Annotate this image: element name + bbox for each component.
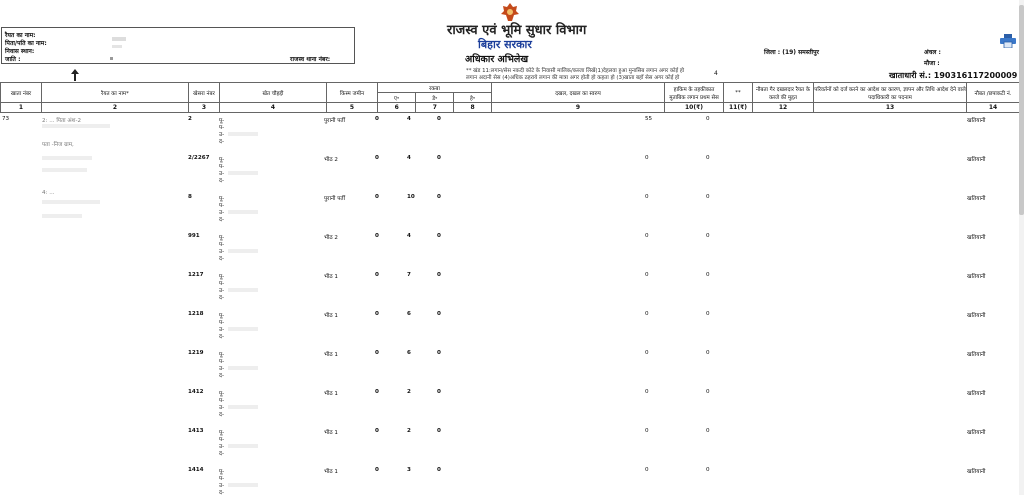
cess-value: 0 bbox=[706, 467, 710, 473]
khesra-number: 2/2267 bbox=[188, 155, 210, 161]
area-hectare: 0 bbox=[437, 233, 441, 239]
cess-value: 0 bbox=[706, 272, 710, 278]
land-type: भीठ 1 bbox=[324, 469, 338, 475]
boundary-direction: द- bbox=[219, 178, 224, 184]
col-star: ** bbox=[724, 83, 753, 103]
khesra-number: 2 bbox=[188, 116, 192, 122]
boundary-direction: प- bbox=[219, 320, 225, 326]
boundary-direction: प- bbox=[219, 203, 225, 209]
boundary-direction: पू- bbox=[219, 196, 225, 202]
note-marker: 4 bbox=[714, 70, 718, 77]
boundary-direction: प- bbox=[219, 242, 225, 248]
boundary-direction: पू- bbox=[219, 235, 225, 241]
land-type: भीठ 1 bbox=[324, 352, 338, 358]
lagan-value: 55 bbox=[645, 116, 653, 122]
col-raiyat: रैयत का नाम* bbox=[42, 83, 189, 103]
father-label: पिता/पति का नाम: bbox=[5, 40, 47, 47]
raiyat-address: पता -निज ग्राम, bbox=[42, 142, 74, 148]
colnum-11: 11(₹) bbox=[724, 103, 753, 113]
chhapakati-status: खतियानी bbox=[967, 469, 986, 475]
boundary-direction: उ- bbox=[219, 405, 225, 411]
colnum-1: 1 bbox=[1, 103, 42, 113]
boundary-direction: प- bbox=[219, 125, 225, 131]
redacted-boundary bbox=[228, 444, 258, 448]
cess-value: 0 bbox=[706, 389, 710, 395]
col-dakhal: दखल, दखल का स्वरुप bbox=[492, 83, 665, 103]
col-kism: किस्म जमीन bbox=[327, 83, 378, 103]
area-hectare: 0 bbox=[437, 272, 441, 278]
caste-label: जाति : bbox=[5, 56, 21, 63]
lagan-value: 0 bbox=[645, 194, 649, 200]
colnum-7: 7 bbox=[416, 103, 454, 113]
thana-label: राजस्व थाना नंबर: bbox=[290, 56, 331, 63]
cess-value: 0 bbox=[706, 194, 710, 200]
area-hectare: 0 bbox=[437, 311, 441, 317]
boundary-direction: पू- bbox=[219, 118, 225, 124]
area-hectare: 0 bbox=[437, 194, 441, 200]
area-acre: 0 bbox=[375, 155, 379, 161]
printer-icon[interactable] bbox=[1000, 33, 1016, 52]
area-hectare: 0 bbox=[437, 155, 441, 161]
area-acre: 0 bbox=[375, 350, 379, 356]
lagan-value: 0 bbox=[645, 467, 649, 473]
col-parivartan: परिवर्तनों को दर्ज करने का आदेश का कारण, ज्ञापन और तिथि आदेश देने वाले पदाधिकारी का पदनाम bbox=[814, 83, 967, 103]
cess-value: 0 bbox=[706, 311, 710, 317]
district-label: जिला : (19) समस्तीपुर bbox=[764, 49, 819, 56]
redacted-raiyat bbox=[42, 214, 82, 218]
area-acre: 0 bbox=[375, 116, 379, 122]
redacted-boundary bbox=[228, 210, 258, 214]
land-type: भीठ 1 bbox=[324, 430, 338, 436]
colnum-6: 6 bbox=[378, 103, 416, 113]
khesra-number: 1414 bbox=[188, 467, 204, 473]
boundary-direction: द- bbox=[219, 373, 224, 379]
cess-value: 0 bbox=[706, 116, 710, 122]
redacted-boundary bbox=[228, 288, 258, 292]
col-chhapakati: नौबत /छपाकटी नं. bbox=[967, 83, 1020, 103]
colnum-12: 12 bbox=[753, 103, 814, 113]
colnum-2: 2 bbox=[42, 103, 189, 113]
chhapakati-status: खतियानी bbox=[967, 196, 986, 202]
khesra-number: 991 bbox=[188, 233, 200, 239]
lagan-value: 0 bbox=[645, 233, 649, 239]
state-title: बिहार सरकार bbox=[478, 38, 532, 51]
col-khata: खाता नंबर bbox=[1, 83, 42, 103]
area-decimal: 4 bbox=[407, 116, 411, 122]
redacted-raiyat bbox=[42, 200, 100, 204]
khesra-number: 8 bbox=[188, 194, 192, 200]
boundary-direction: द- bbox=[219, 334, 224, 340]
boundary-direction: उ- bbox=[219, 327, 225, 333]
redacted-boundary bbox=[228, 483, 258, 487]
colnum-9: 9 bbox=[492, 103, 665, 113]
chhapakati-status: खतियानी bbox=[967, 157, 986, 163]
boundary-direction: उ- bbox=[219, 210, 225, 216]
land-type: पुरानी पर्ती bbox=[324, 118, 346, 124]
colnum-10: 10(₹) bbox=[665, 103, 724, 113]
area-decimal: 6 bbox=[407, 350, 411, 356]
area-hectare: 0 bbox=[437, 428, 441, 434]
boundary-direction: उ- bbox=[219, 132, 225, 138]
area-decimal: 4 bbox=[407, 233, 411, 239]
redacted-boundary bbox=[228, 327, 258, 331]
khesra-number: 1219 bbox=[188, 350, 204, 356]
redacted-father bbox=[112, 45, 122, 48]
khesra-number: 1413 bbox=[188, 428, 204, 434]
area-acre: 0 bbox=[375, 428, 379, 434]
chhapakati-status: खतियानी bbox=[967, 430, 986, 436]
chhapakati-status: खतियानी bbox=[967, 235, 986, 241]
lagan-value: 0 bbox=[645, 350, 649, 356]
boundary-direction: पू- bbox=[219, 352, 225, 358]
boundary-direction: द- bbox=[219, 412, 224, 418]
redacted-name bbox=[112, 37, 126, 41]
khata-number: 73 bbox=[2, 116, 10, 122]
redacted-boundary bbox=[228, 132, 258, 136]
area-acre: 0 bbox=[375, 272, 379, 278]
note-line-1: ** खंड 11:लगान/सेस नकदी कोटे के निवासी मालिक/कब्जा लिखें(1)देहलवा हुआ मुनासिब लगान अगर कोई हो bbox=[466, 68, 685, 74]
boundary-direction: द- bbox=[219, 256, 224, 262]
redacted-raiyat bbox=[42, 124, 110, 128]
boundary-direction: पू- bbox=[219, 274, 225, 280]
chhapakati-status: खतियानी bbox=[967, 313, 986, 319]
boundary-direction: पू- bbox=[219, 313, 225, 319]
area-decimal: 3 bbox=[407, 467, 411, 473]
raiyat-entry-4: 4: ... bbox=[42, 190, 55, 196]
boundary-direction: प- bbox=[219, 359, 225, 365]
boundary-direction: प- bbox=[219, 476, 225, 482]
anchal-label: अंचल : bbox=[924, 49, 941, 56]
area-acre: 0 bbox=[375, 311, 379, 317]
boundary-direction: उ- bbox=[219, 366, 225, 372]
colnum-14: 14 bbox=[967, 103, 1020, 113]
cess-value: 0 bbox=[706, 350, 710, 356]
boundary-direction: द- bbox=[219, 139, 224, 145]
vertical-scrollbar[interactable] bbox=[1019, 0, 1024, 495]
land-type: पुरानी पर्ती bbox=[324, 196, 346, 202]
area-decimal: 10 bbox=[407, 194, 415, 200]
document-title: अधिकार अभिलेख bbox=[465, 54, 529, 65]
cess-value: 0 bbox=[706, 233, 710, 239]
land-type: भीठ 2 bbox=[324, 157, 338, 163]
area-hectare: 0 bbox=[437, 350, 441, 356]
boundary-direction: उ- bbox=[219, 171, 225, 177]
address-label: निवास स्थान: bbox=[5, 48, 35, 55]
colnum-5: 5 bbox=[327, 103, 378, 113]
area-decimal: 2 bbox=[407, 428, 411, 434]
raiyat-label: रैयत का नाम: bbox=[5, 32, 36, 39]
record-table bbox=[0, 82, 1020, 113]
department-title: राजस्व एवं भूमि सुधार विभाग bbox=[447, 23, 587, 38]
chhapakati-status: खतियानी bbox=[967, 352, 986, 358]
colnum-8: 8 bbox=[454, 103, 492, 113]
lagan-value: 0 bbox=[645, 272, 649, 278]
area-acre: 0 bbox=[375, 194, 379, 200]
boundary-direction: उ- bbox=[219, 249, 225, 255]
boundary-direction: प- bbox=[219, 437, 225, 443]
redacted-boundary bbox=[228, 249, 258, 253]
boundary-direction: पू- bbox=[219, 391, 225, 397]
area-acre: 0 bbox=[375, 233, 379, 239]
boundary-direction: द- bbox=[219, 217, 224, 223]
redacted-caste bbox=[110, 57, 113, 60]
boundary-direction: पू- bbox=[219, 430, 225, 436]
lagan-value: 0 bbox=[645, 428, 649, 434]
khatadhari-number: खाताधारी सं.: 190316117200009 bbox=[889, 71, 1018, 80]
area-hectare: 0 bbox=[437, 389, 441, 395]
khesra-number: 1412 bbox=[188, 389, 204, 395]
boundary-direction: द- bbox=[219, 490, 224, 496]
note-line-2: लगान अदानी सेस (4)अधिक ठहराये लगान की मात्रा अगर होती हो कहता हो (3)खाता बहाँ सेस अगर कोई हो bbox=[466, 75, 680, 81]
colnum-13: 13 bbox=[814, 103, 967, 113]
col-acre: ए॰ bbox=[378, 93, 416, 103]
boundary-direction: प- bbox=[219, 164, 225, 170]
redacted-boundary bbox=[228, 171, 258, 175]
area-acre: 0 bbox=[375, 467, 379, 473]
colnum-4: 4 bbox=[220, 103, 327, 113]
lagan-value: 0 bbox=[645, 311, 649, 317]
redacted-boundary bbox=[228, 405, 258, 409]
area-acre: 0 bbox=[375, 389, 379, 395]
area-decimal: 6 bbox=[407, 311, 411, 317]
redacted-raiyat bbox=[42, 156, 92, 160]
cess-value: 0 bbox=[706, 428, 710, 434]
redacted-raiyat bbox=[42, 168, 87, 172]
col-rakba: रकबा bbox=[378, 83, 492, 93]
boundary-direction: प- bbox=[219, 398, 225, 404]
scrollbar-thumb[interactable] bbox=[1019, 5, 1024, 215]
land-type: भीठ 1 bbox=[324, 313, 338, 319]
redacted-boundary bbox=[228, 366, 258, 370]
col-khesra: खेसरा नंबर bbox=[189, 83, 220, 103]
area-hectare: 0 bbox=[437, 116, 441, 122]
khesra-number: 1217 bbox=[188, 272, 204, 278]
mauja-label: मौजा : bbox=[924, 60, 940, 67]
boundary-direction: उ- bbox=[219, 444, 225, 450]
boundary-direction: पू- bbox=[219, 157, 225, 163]
lagan-value: 0 bbox=[645, 155, 649, 161]
boundary-direction: उ- bbox=[219, 288, 225, 294]
chhapakati-status: खतियानी bbox=[967, 118, 986, 124]
area-decimal: 4 bbox=[407, 155, 411, 161]
col-boundary: खेत चौहद्दी bbox=[220, 83, 327, 103]
col-lagan: हाकिम के तहकीकात मुताबिक लगान प्रथम सेस bbox=[665, 83, 724, 103]
area-hectare: 0 bbox=[437, 467, 441, 473]
land-type: भीठ 1 bbox=[324, 274, 338, 280]
chhapakati-status: खतियानी bbox=[967, 391, 986, 397]
col-hectare: हे॰ bbox=[454, 93, 492, 103]
lagan-value: 0 bbox=[645, 389, 649, 395]
land-type: भीठ 1 bbox=[324, 391, 338, 397]
area-decimal: 2 bbox=[407, 389, 411, 395]
khesra-number: 1218 bbox=[188, 311, 204, 317]
boundary-direction: पू- bbox=[219, 469, 225, 475]
boundary-direction: द- bbox=[219, 451, 224, 457]
cess-value: 0 bbox=[706, 155, 710, 161]
boundary-direction: द- bbox=[219, 295, 224, 301]
colnum-3: 3 bbox=[189, 103, 220, 113]
land-type: भीठ 2 bbox=[324, 235, 338, 241]
col-decimal: डे॰ bbox=[416, 93, 454, 103]
boundary-direction: प- bbox=[219, 281, 225, 287]
col-naubat: नौबता गैर दखलदार रैयत के कब्जे की मुद्दत bbox=[753, 83, 814, 103]
raiyat-entry-1: 2: ... पिता अंश-2 bbox=[42, 118, 82, 124]
area-decimal: 7 bbox=[407, 272, 411, 278]
chhapakati-status: खतियानी bbox=[967, 274, 986, 280]
boundary-direction: उ- bbox=[219, 483, 225, 489]
